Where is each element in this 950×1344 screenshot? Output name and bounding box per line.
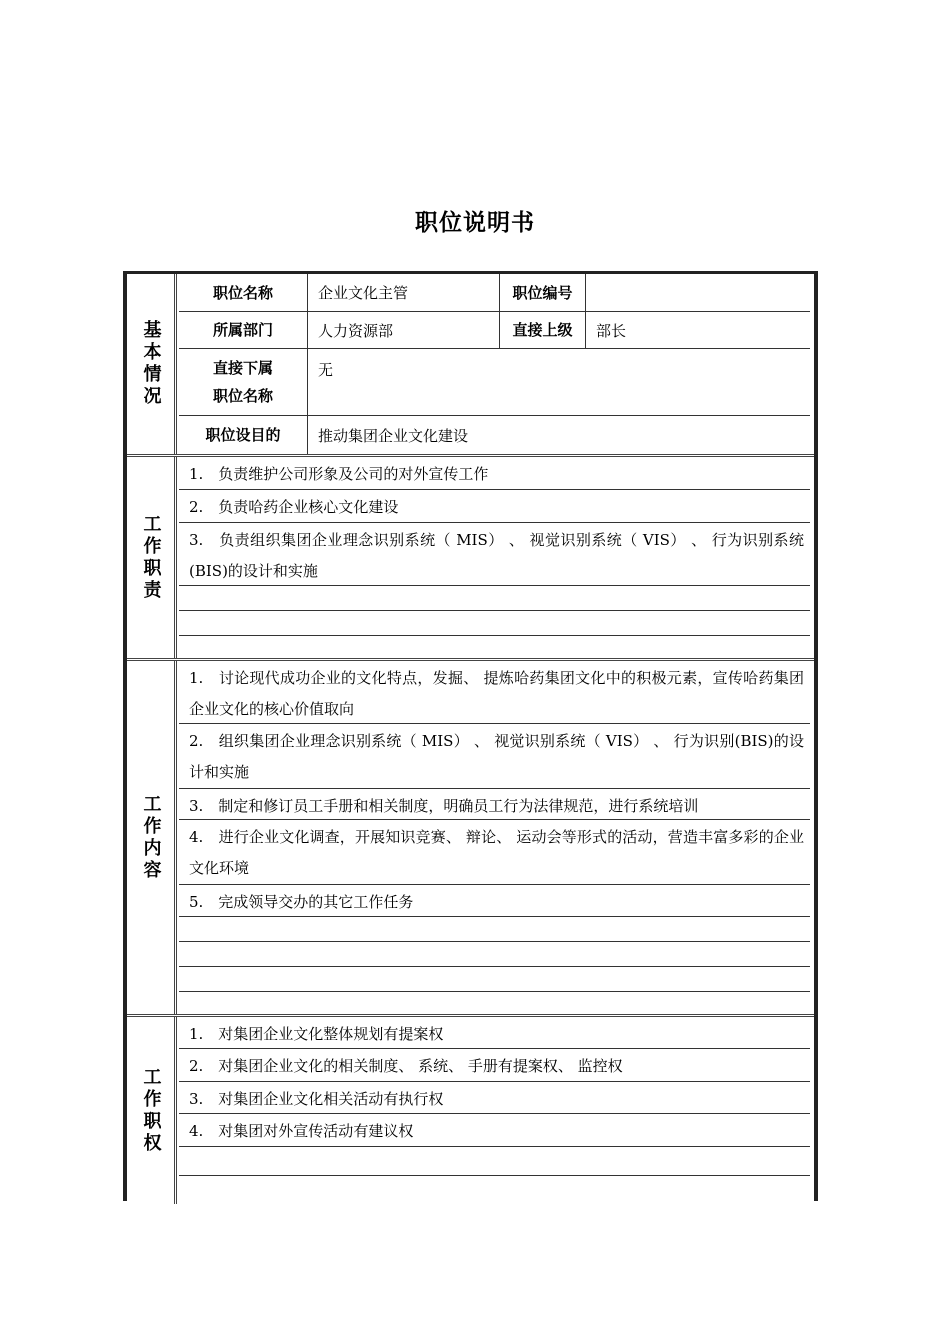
section-label-text: 工作职责 (140, 513, 162, 602)
department-label: 所属部门 (212, 321, 273, 339)
content-rows (179, 661, 810, 1014)
section-label-text: 工作职权 (140, 1066, 162, 1155)
content-item (179, 917, 810, 942)
subordinates-label (179, 349, 307, 415)
content-item (179, 967, 810, 992)
section-label-authority (127, 1017, 177, 1204)
section-label-content (127, 661, 177, 1014)
authority-item (179, 1176, 810, 1204)
section-duties (127, 454, 814, 658)
position-code-label: 职位编号 (499, 274, 585, 311)
supervisor-value: 部长 (585, 312, 810, 348)
job-description-table (123, 271, 818, 1201)
purpose-label: 职位设目的 (205, 426, 281, 444)
content-item: 5. 完成领导交办的其它工作任务 (179, 885, 810, 917)
row-department (179, 312, 810, 349)
row-purpose (179, 416, 810, 454)
section-label-basic (127, 274, 177, 454)
section-label-text: 基本情况 (140, 320, 162, 408)
position-name-label: 职位名称 (212, 283, 273, 302)
row-subordinates (179, 349, 810, 416)
purpose-value: 推动集团企业文化建设 (307, 416, 810, 454)
content-item: 3. 制定和修订员工手册和相关制度，明确员工行为法律规范，进行系统培训 (179, 789, 810, 820)
position-code-value (585, 274, 810, 311)
authority-item (179, 1147, 810, 1176)
authority-item: 3. 对集团企业文化相关活动有执行权 (179, 1082, 810, 1114)
duty-item (179, 611, 810, 636)
subordinates-label-line2: 职位名称 (212, 387, 273, 405)
content-item: 1. 讨论现代成功企业的文化特点，发掘、 提炼哈药集团文化中的积极元素，宣传哈药集团企业文化的核心价值取向 (179, 661, 810, 724)
duties-rows (179, 457, 810, 658)
duty-item: 2. 负责哈药企业核心文化建设 (179, 490, 810, 523)
supervisor-label: 直接上级 (499, 312, 585, 348)
subordinates-value: 无 (307, 349, 810, 415)
section-label-text: 工作内容 (140, 793, 162, 882)
basic-rows (179, 274, 810, 454)
duty-item: 3. 负责组织集团企业理念识别系统（ MIS） 、 视觉识别系统（ VIS） 、 行为识别系统(BIS)的设计和实施 (179, 523, 810, 586)
section-basic-info (127, 274, 814, 454)
document-title: 职位说明书 (415, 210, 535, 236)
position-name-value: 企业文化主管 (307, 274, 499, 311)
section-label-duties (127, 457, 177, 658)
duty-item (179, 586, 810, 611)
authority-item: 1. 对集团企业文化整体规划有提案权 (179, 1017, 810, 1049)
content-item (179, 942, 810, 967)
section-content (127, 658, 814, 1014)
department-value: 人力资源部 (307, 312, 499, 348)
authority-rows (179, 1017, 810, 1204)
content-item: 4. 进行企业文化调查，开展知识竞赛、 辩论、 运动会等形式的活动，营造丰富多彩的企业文化环境 (179, 820, 810, 885)
authority-item: 4. 对集团对外宣传活动有建议权 (179, 1114, 810, 1147)
section-authority (127, 1014, 814, 1204)
authority-item: 2. 对集团企业文化的相关制度、 系统、 手册有提案权、 监控权 (179, 1049, 810, 1082)
row-position-name (179, 274, 810, 312)
subordinates-label-line1: 直接下属 (212, 359, 273, 377)
duty-item: 1. 负责维护公司形象及公司的对外宣传工作 (179, 457, 810, 490)
content-item: 2. 组织集团企业理念识别系统（ MIS） 、 视觉识别系统（ VIS） 、 行为识别(BIS)的设计和实施 (179, 724, 810, 789)
